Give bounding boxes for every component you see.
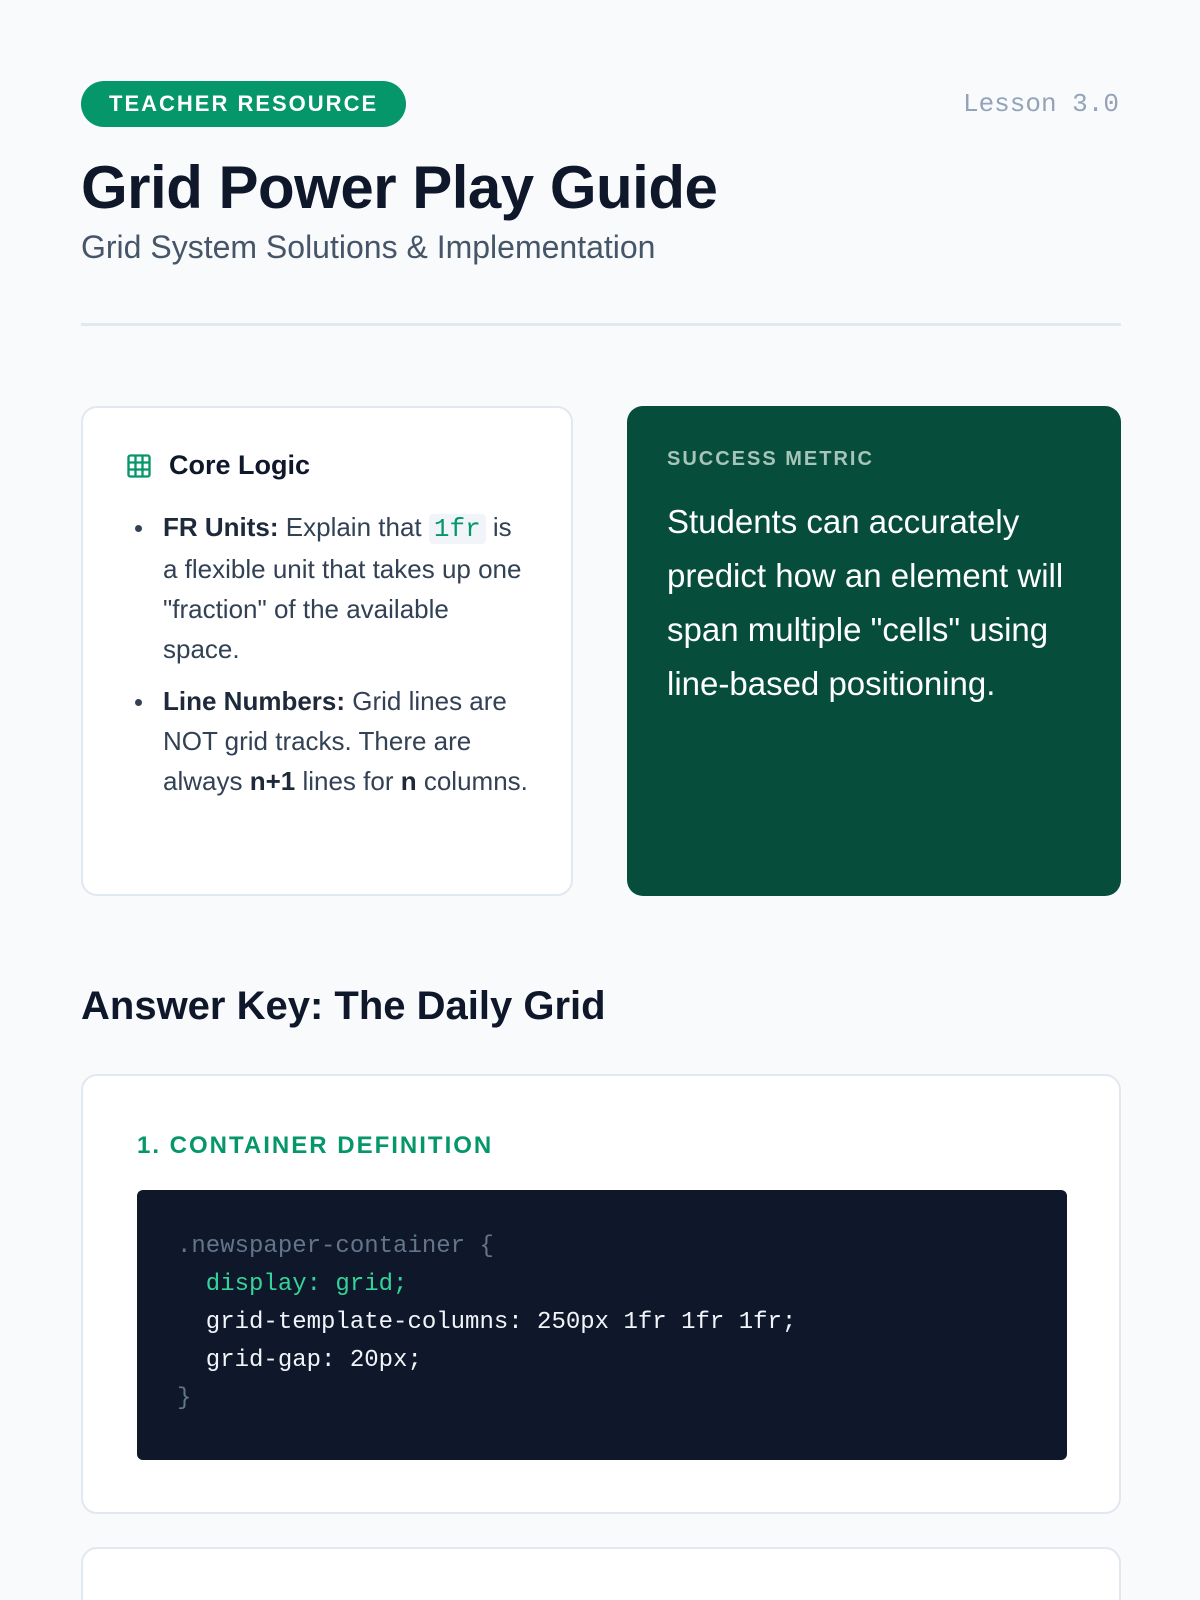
- next-section-card: [81, 1547, 1121, 1600]
- core-logic-heading: Core Logic: [169, 450, 311, 480]
- list-item-line-numbers: [125, 681, 531, 801]
- grid-icon: [125, 452, 153, 480]
- header-row: [81, 0, 1119, 127]
- fr-inline-code: 1fr: [429, 514, 486, 544]
- core-logic-list: [125, 507, 531, 801]
- container-definition-card: [81, 1074, 1121, 1514]
- core-logic-header: [125, 450, 531, 481]
- fr-units-text-before: Explain that: [278, 512, 429, 542]
- code-line: grid-template-columns: 250px 1fr 1fr 1fr;: [177, 1309, 797, 1336]
- success-metric-label: SUCCESS METRIC: [667, 448, 874, 470]
- line-numbers-text-mid: lines for: [295, 766, 401, 796]
- fr-units-text-after: is a flexible unit that takes up one "fraction" of the available space.: [163, 512, 522, 664]
- fr-units-term: FR Units:: [163, 512, 279, 542]
- lesson-number: Lesson 3.0: [962, 89, 1119, 119]
- code-line: grid-gap: 20px;: [177, 1347, 422, 1374]
- code-block: [137, 1190, 1067, 1460]
- line-numbers-text-before: Grid lines are NOT grid tracks. There are always: [163, 686, 507, 796]
- n-plus-one-bold: n+1: [249, 766, 296, 796]
- container-definition-label: 1. CONTAINER DEFINITION: [137, 1132, 494, 1159]
- resource-badge: TEACHER RESOURCE: [81, 81, 406, 127]
- answer-key-title: Answer Key: The Daily Grid: [81, 984, 606, 1028]
- success-metric-card: [627, 406, 1121, 896]
- code-line: .newspaper-container {: [177, 1233, 494, 1260]
- core-logic-card: [81, 406, 573, 896]
- code-line: display: grid;: [177, 1271, 408, 1298]
- page-subtitle: Grid System Solutions & Implementation: [81, 229, 656, 265]
- code-line: }: [177, 1385, 192, 1412]
- line-numbers-text-after: columns.: [416, 766, 528, 796]
- header-divider: [81, 323, 1121, 326]
- success-metric-text: Students can accurately predict how an element will span multiple "cells" using line-based positioning.: [667, 503, 1064, 702]
- list-item-fr-units: [125, 507, 531, 669]
- summary-cards: [81, 406, 1121, 896]
- page-title: Grid Power Play Guide: [81, 154, 718, 221]
- n-bold: n: [400, 766, 417, 796]
- line-numbers-term: Line Numbers:: [163, 686, 346, 716]
